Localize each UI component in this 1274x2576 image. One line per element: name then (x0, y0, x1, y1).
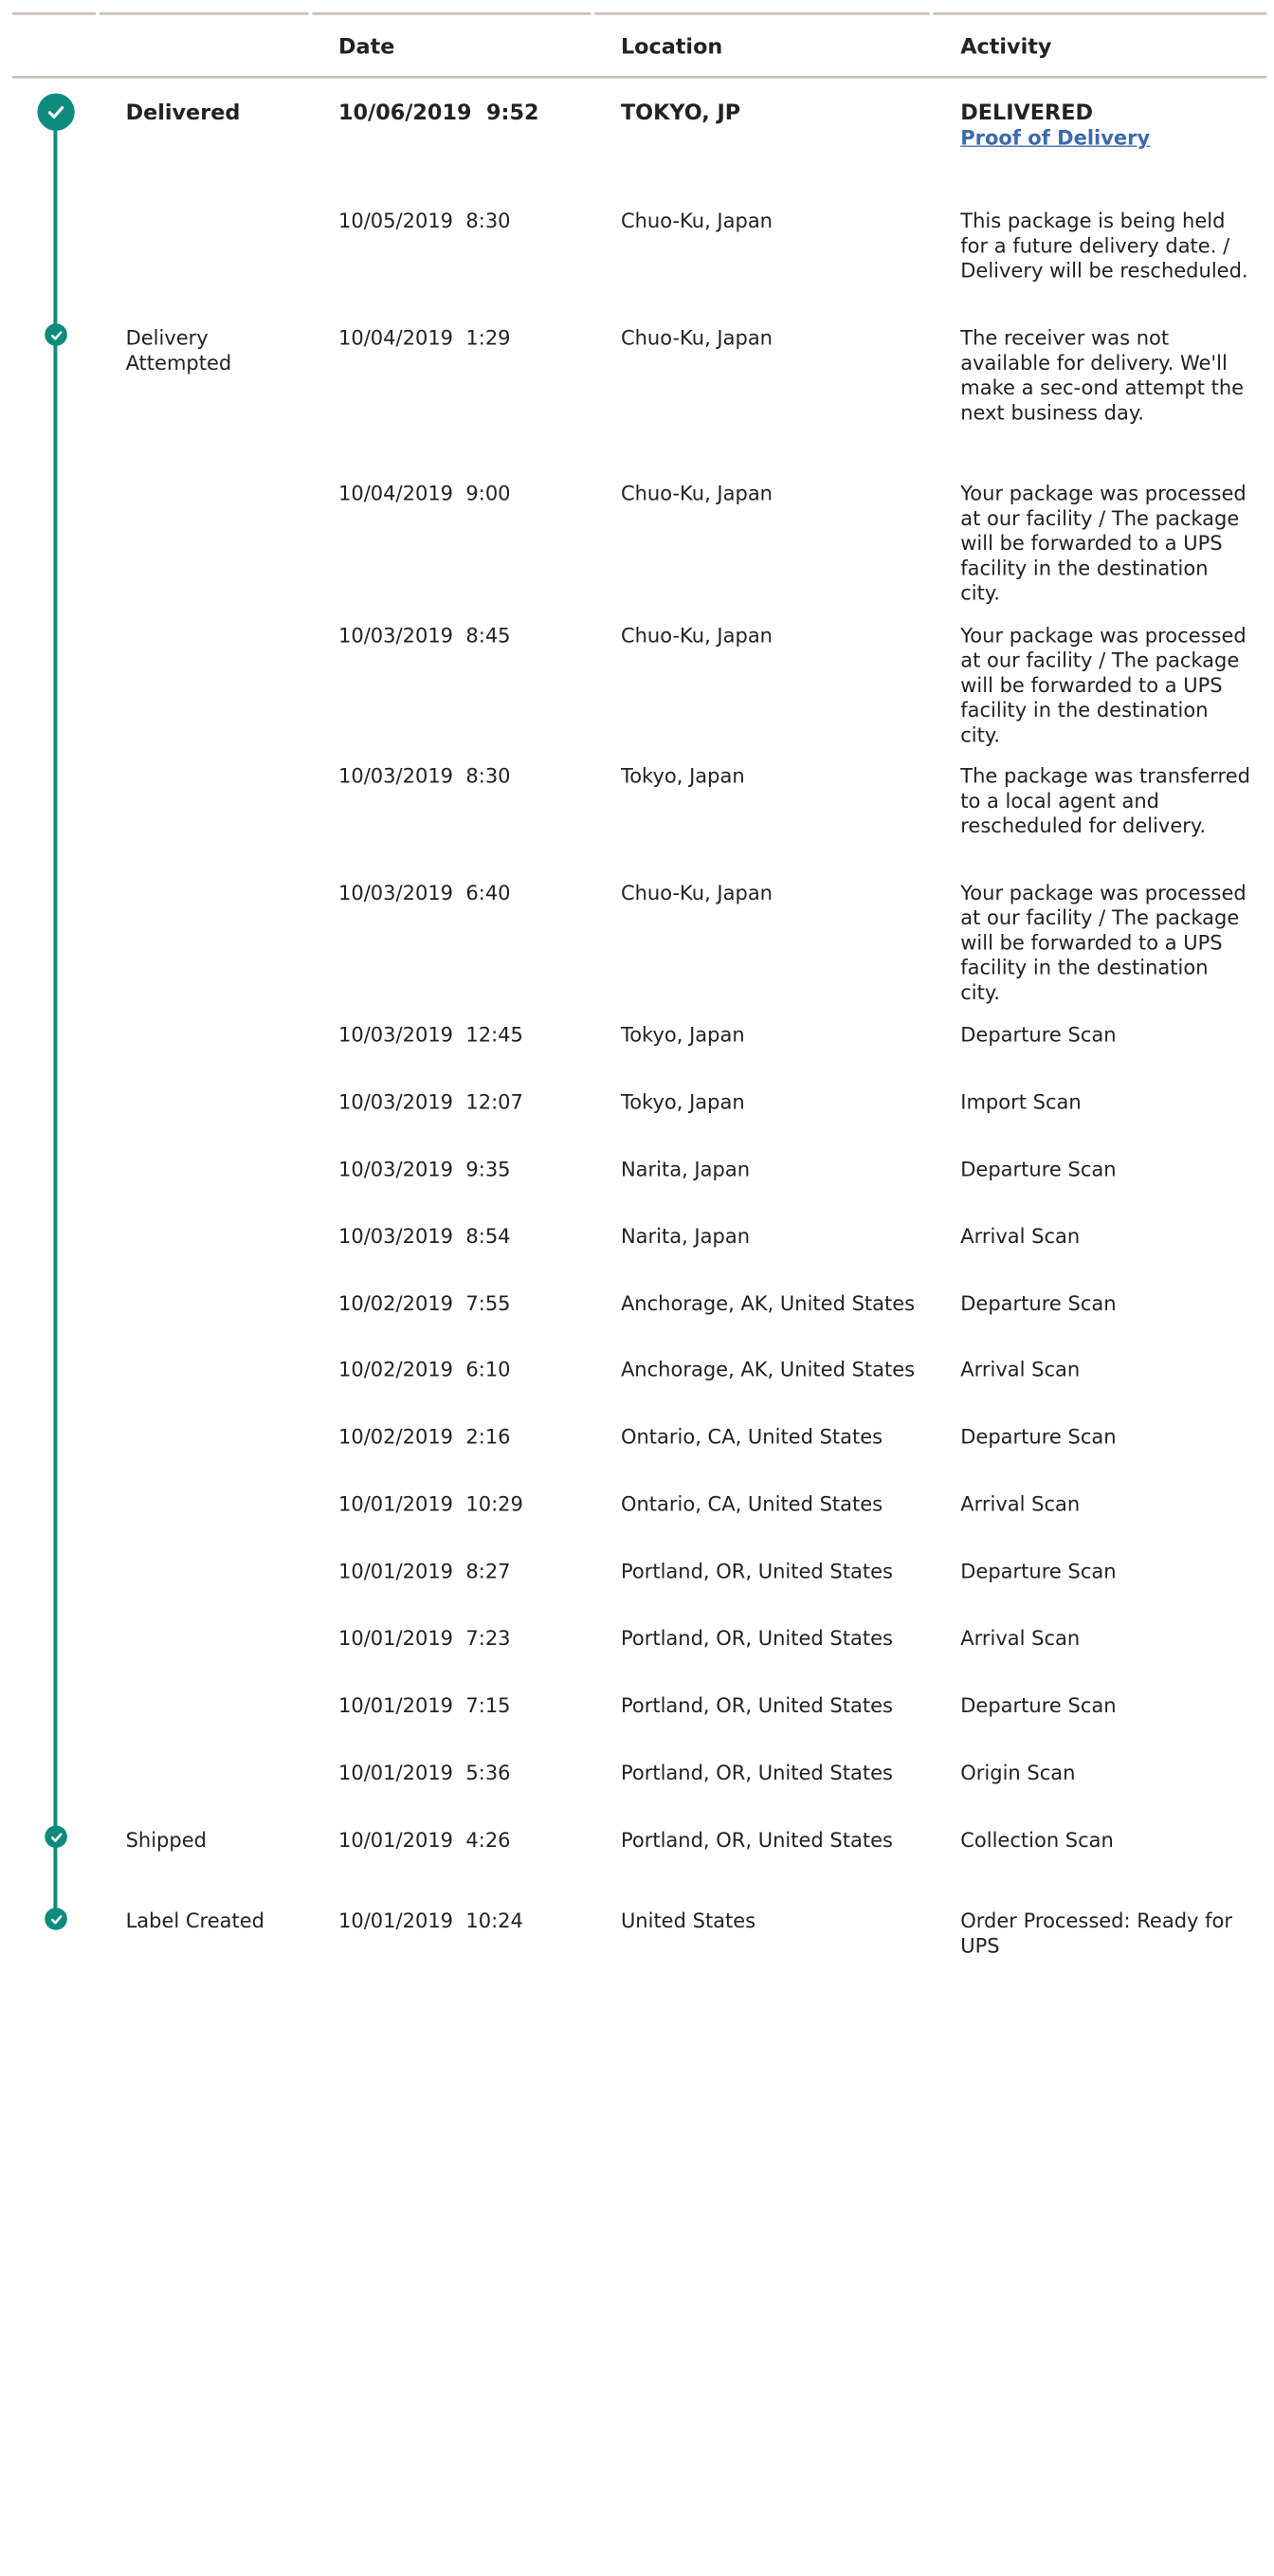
event-location: Ontario, CA, United States (620, 1424, 883, 1449)
event-activity: The package was transferred to a local agent and rescheduled for delivery. (960, 763, 1250, 838)
delivery-attempted-check-icon (45, 323, 67, 346)
event-location: United States (620, 1909, 756, 1933)
event-activity: Your package was processed at our facility / The package will be forwarded to a UPS facility in the destination city. (960, 481, 1247, 605)
event-location: Chuo-Ku, Japan (620, 481, 774, 505)
event-date: 10/03/2019 12:45 (338, 1022, 523, 1047)
header-divider (12, 76, 1266, 79)
event-date: 10/03/2019 6:40 (338, 881, 511, 905)
event-activity: Your package was processed at our facility / The package will be forwarded to a UPS facility in the destination city. (960, 623, 1247, 747)
event-location: Portland, OR, United States (620, 1559, 893, 1583)
event-activity: Arrival Scan (960, 1491, 1081, 1516)
column-header-activity: Activity (960, 34, 1052, 60)
event-activity: Departure Scan (960, 1022, 1117, 1047)
event-location: Narita, Japan (620, 1157, 751, 1181)
event-date: 10/01/2019 10:29 (338, 1491, 523, 1516)
milestone-label-delivered: Delivered (125, 100, 241, 126)
event-location: Chuo-Ku, Japan (620, 325, 774, 350)
event-date: 10/02/2019 2:16 (338, 1424, 511, 1449)
event-location: Portland, OR, United States (620, 1626, 893, 1651)
table-header (12, 12, 1266, 79)
event-date: 10/03/2019 8:54 (338, 1224, 511, 1249)
event-date: 10/06/2019 9:52 (338, 100, 539, 126)
event-date: 10/04/2019 9:00 (338, 481, 511, 505)
event-location: Ontario, CA, United States (620, 1491, 883, 1516)
label-created-check-icon (45, 1908, 67, 1930)
event-activity: Departure Scan (960, 1424, 1117, 1449)
header-rule (100, 12, 309, 15)
event-date: 10/02/2019 6:10 (338, 1357, 511, 1381)
event-date: 10/02/2019 7:55 (338, 1291, 511, 1316)
event-activity: Order Processed: Ready for UPS (960, 1909, 1233, 1958)
event-location: Anchorage, AK, United States (620, 1357, 916, 1381)
event-location: Chuo-Ku, Japan (620, 881, 774, 905)
event-location: Tokyo, Japan (620, 763, 745, 788)
event-date: 10/03/2019 12:07 (338, 1089, 523, 1114)
timeline-line (53, 124, 57, 1924)
event-activity: Origin Scan (960, 1761, 1076, 1785)
event-activity: Collection Scan (960, 1828, 1114, 1852)
header-rule (933, 12, 1266, 15)
event-date: 10/01/2019 8:27 (338, 1559, 511, 1583)
proof-of-delivery-link[interactable]: Proof of Delivery (960, 125, 1151, 150)
event-location: Chuo-Ku, Japan (620, 623, 774, 648)
event-activity: Departure Scan (960, 1693, 1117, 1718)
event-activity: Departure Scan (960, 1291, 1117, 1316)
column-header-location: Location (620, 34, 723, 60)
milestone-label-delivery-attempted: Delivery Attempted (125, 325, 232, 375)
event-location: Tokyo, Japan (620, 1089, 745, 1114)
event-date: 10/01/2019 7:15 (338, 1693, 511, 1718)
event-activity: This package is being held for a future delivery date. / Delivery will be rescheduled. (960, 209, 1248, 283)
event-activity: The receiver was not available for delivery. We'll make a sec-ond attempt the next business day. (960, 325, 1245, 425)
event-location: Chuo-Ku, Japan (620, 209, 774, 233)
milestone-label-shipped: Shipped (125, 1828, 207, 1852)
column-header-date: Date (338, 34, 395, 60)
event-location: Portland, OR, United States (620, 1693, 893, 1718)
event-location: Anchorage, AK, United States (620, 1291, 916, 1316)
event-date: 10/03/2019 8:30 (338, 763, 511, 788)
event-location: Tokyo, Japan (620, 1022, 745, 1047)
event-date: 10/04/2019 1:29 (338, 325, 511, 350)
event-date: 10/01/2019 5:36 (338, 1761, 511, 1785)
delivered-check-icon (37, 93, 74, 130)
event-date: 10/03/2019 8:45 (338, 623, 511, 648)
event-activity: Arrival Scan (960, 1357, 1081, 1381)
event-activity: Import Scan (960, 1089, 1082, 1114)
event-date: 10/01/2019 7:23 (338, 1626, 511, 1651)
event-date: 10/01/2019 4:26 (338, 1828, 511, 1852)
event-activity: Arrival Scan (960, 1224, 1081, 1249)
event-activity: Departure Scan (960, 1157, 1117, 1181)
event-activity: Arrival Scan (960, 1626, 1081, 1651)
event-date: 10/03/2019 9:35 (338, 1157, 511, 1181)
event-activity: Your package was processed at our facility / The package will be forwarded to a UPS facility in the destination city. (960, 881, 1247, 1005)
header-rule (594, 12, 929, 15)
event-location: Portland, OR, United States (620, 1828, 893, 1852)
event-location: Portland, OR, United States (620, 1761, 893, 1785)
event-date: 10/01/2019 10:24 (338, 1909, 523, 1933)
milestone-label-label-created: Label Created (125, 1909, 265, 1933)
event-location: Narita, Japan (620, 1224, 751, 1249)
delivered-status-text: DELIVERED (960, 100, 1093, 126)
shipped-check-icon (45, 1825, 67, 1848)
header-rule (12, 12, 96, 15)
event-activity: Departure Scan (960, 1559, 1117, 1583)
event-location: TOKYO, JP (620, 100, 741, 126)
event-date: 10/05/2019 8:30 (338, 209, 511, 233)
header-rule (312, 12, 591, 15)
event-activity (960, 100, 1252, 151)
